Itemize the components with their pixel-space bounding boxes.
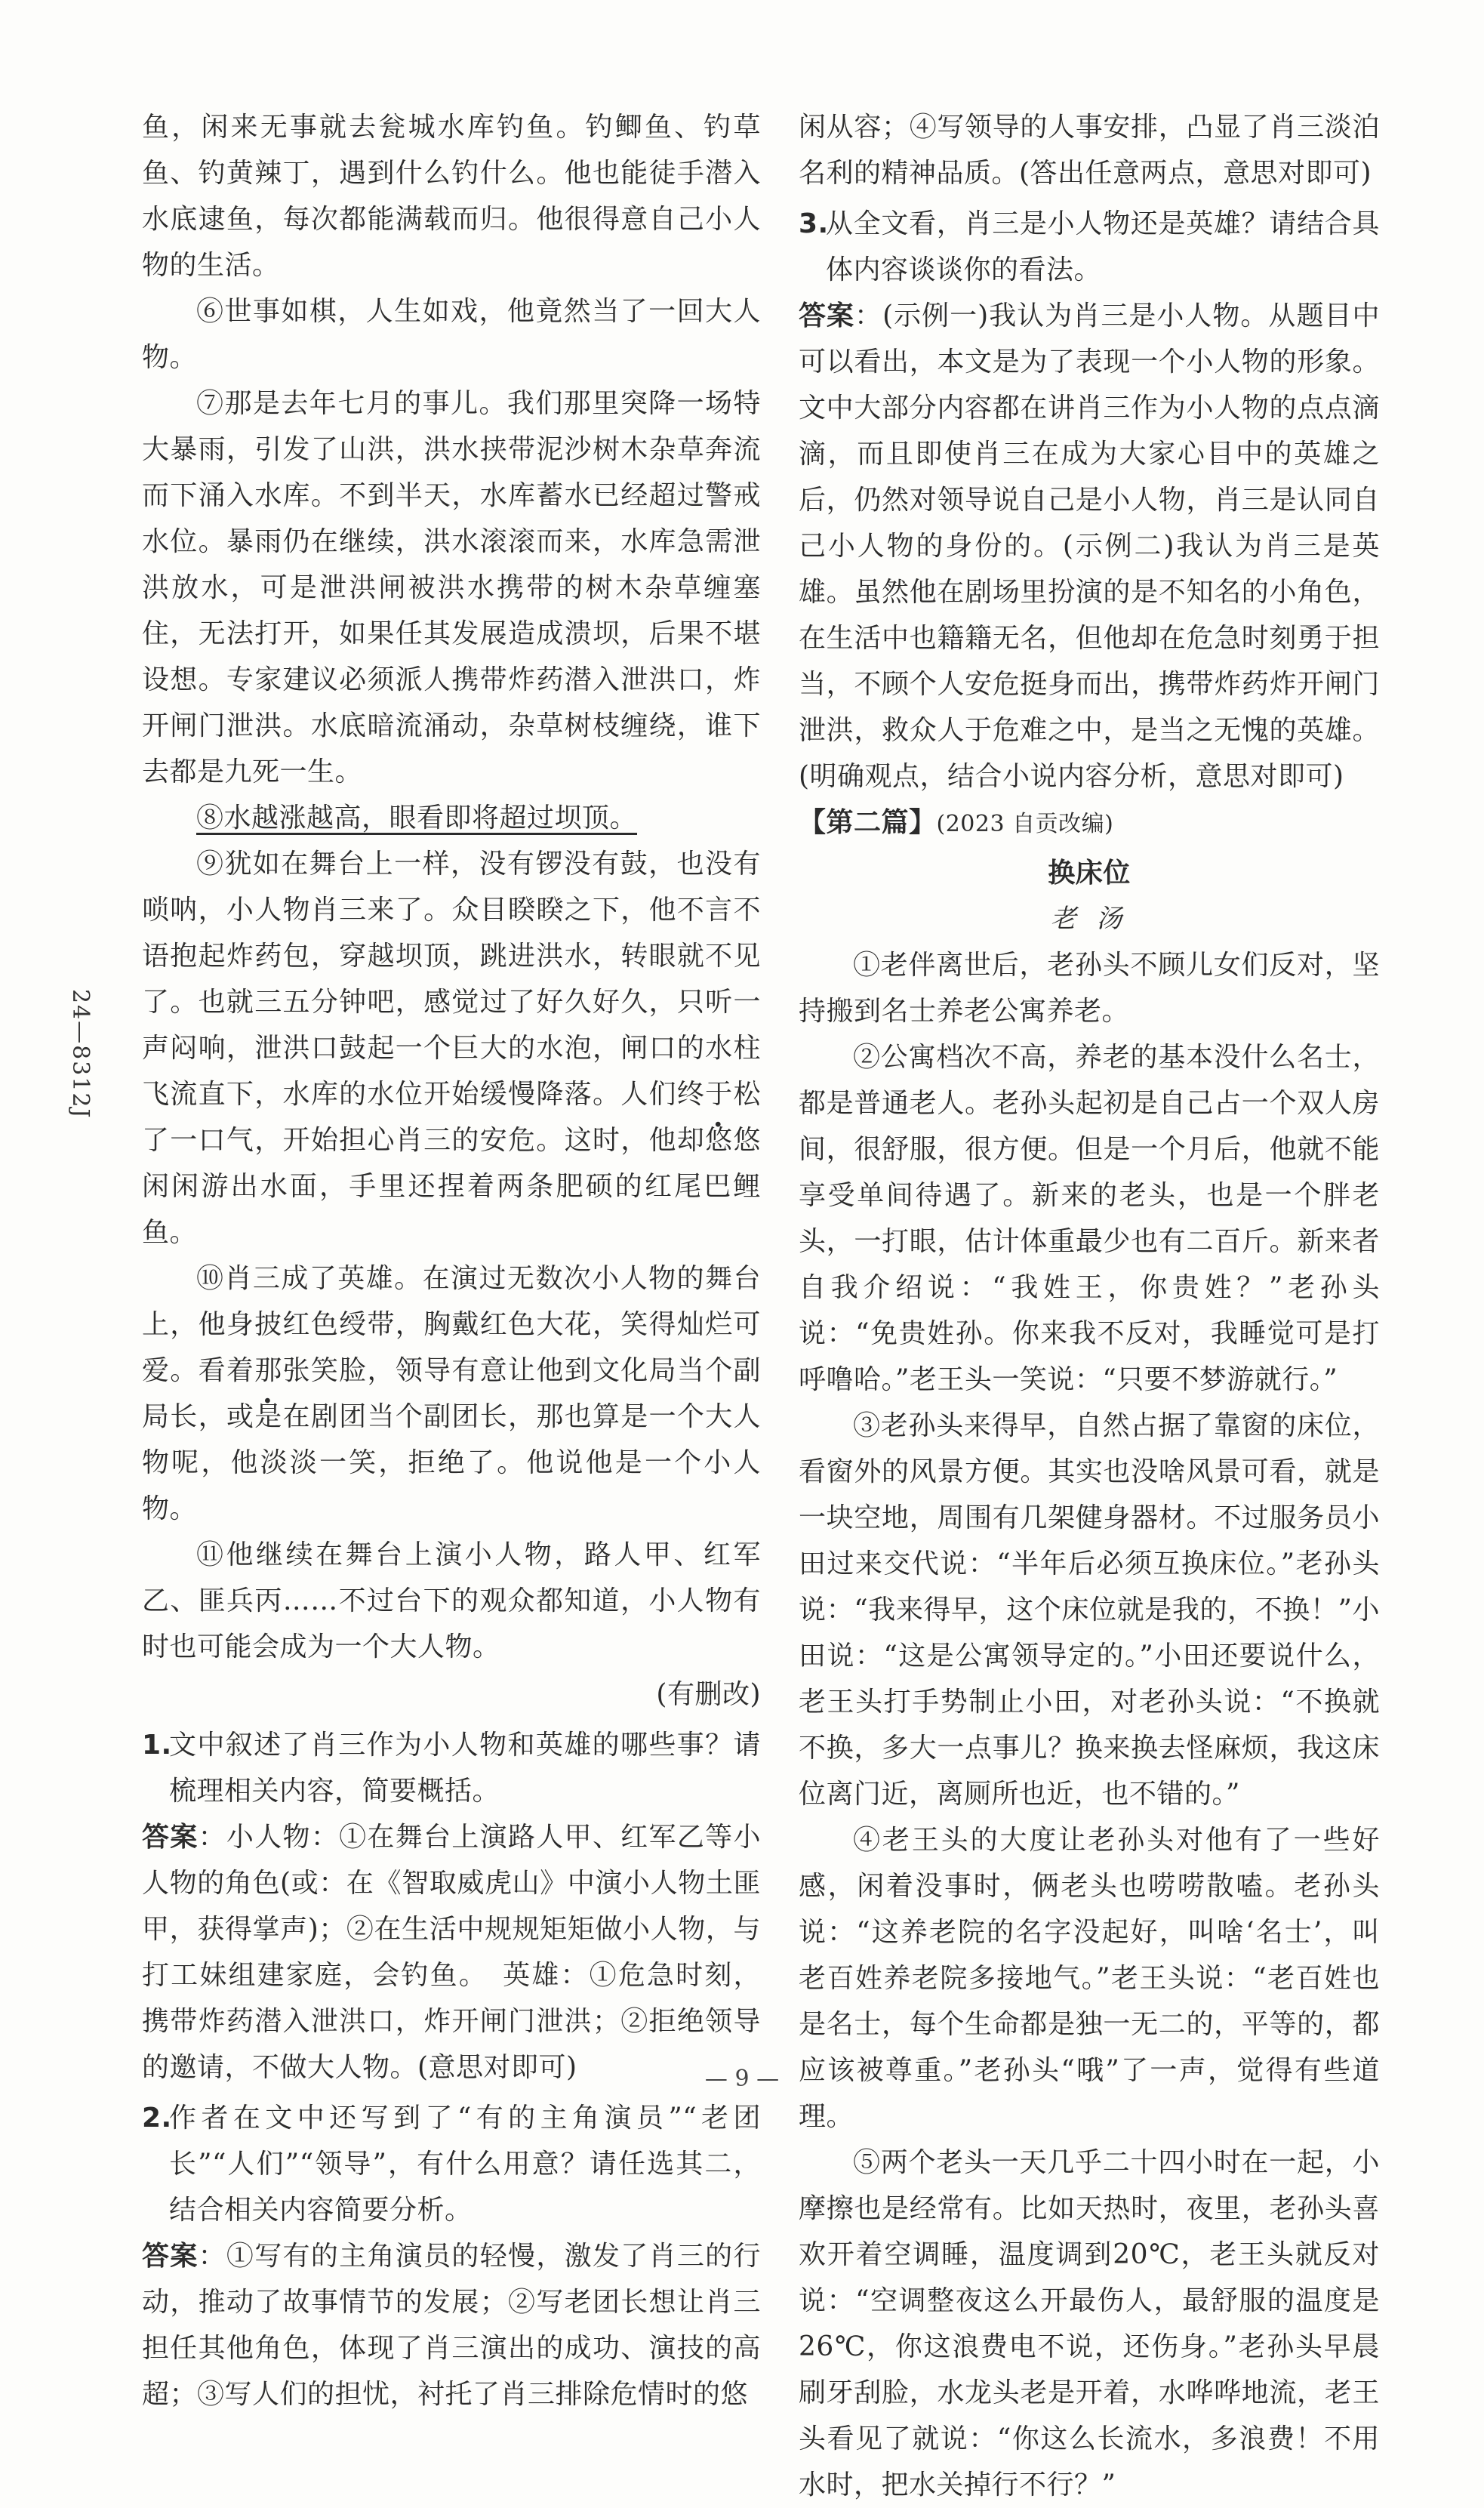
story-paragraph-1: ①老伴离世后，老孙头不顾儿女们反对，坚持搬到名士养老公寓养老。 xyxy=(799,950,1380,1027)
question-1 xyxy=(142,1722,761,1814)
question-text: 作者在文中还写到了“有的主角演员”“老团长”“人们”“领导”，有什么用意？请任选其二，结合相关内容简要分析。 xyxy=(169,2103,761,2226)
page-number: — 9 — xyxy=(704,2066,780,2092)
story-author: 老 汤 xyxy=(1050,904,1128,934)
source-note: (有删改) xyxy=(656,1679,761,1710)
answer-2-continued: 闲从容；④写领导的人事安排，凸显了肖三淡泊名利的精神品质。(答出任意两点，意思对即可) xyxy=(799,112,1380,189)
side-code: 24—8312J xyxy=(67,989,94,1120)
answer-1: 答案：小人物：①在舞台上演路人甲、红军乙等小人物的角色(或：在《智取威虎山》中演小人物土匪甲，获得掌声)；②在生活中规规矩矩做小人物，与打工妹组建家庭，会钓鱼。 英雄：①危急时刻，携带炸药潜入泄洪口，炸开闸门泄洪；②拒绝领导的邀请，不做大人物。(意思对即可) xyxy=(142,1822,761,2083)
paragraph-8 xyxy=(142,795,761,841)
paragraph-6: ⑥世事如棋，人生如戏，他竟然当了一回大人物。 xyxy=(142,296,761,373)
emphasis-dot-char: 却 xyxy=(676,1125,706,1156)
paragraph-9: ⑨犹如在舞台上一样，没有锣没有鼓，也没有唢呐，小人物肖三来了。众目睽睽之下，他不言不语抱起炸药包，穿越坝顶，跳进洪水，转眼就不见了。也就三五分钟吧，感觉过了好久好久，只听一声闷响，泄洪口鼓起一个巨大的水泡，闸口的水柱飞流直下，水库的水位开始缓慢降落。人们终于松了一口气，开始担心肖三的安危。这时，他却悠悠闲闲游出水面，手里还捏着两条肥硕的红尾巴鲤鱼。 xyxy=(142,849,761,1248)
question-3 xyxy=(799,201,1380,293)
story-paragraph-5: ⑤两个老头一天几乎二十四小时在一起，小摩擦也是经常有。比如天热时，夜里，老孙头喜欢开着空调睡，温度调到20℃，老王头就反对说：“空调整夜这么开最伤人，最舒服的温度是26℃，你这浪费电不说，还伤身。”老孙头早晨刷牙刮脸，水龙头老是开着，水哗哗地流，老王头看见了就说：“你这么长流水，多浪费！不用水时，把水关掉行不行？” xyxy=(799,2147,1380,2500)
paragraph-11: ⑪他继续在舞台上演小人物，路人甲、红军乙、匪兵丙……不过台下的观众都知道，小人物有时也可能会成为一个大人物。 xyxy=(142,1539,761,1662)
right-column xyxy=(799,104,1380,2508)
answer-label: 答案 xyxy=(142,1822,199,1853)
story-paragraph-2: ②公寓档次不高，养老的基本没什么名士，都是普通老人。老孙头起初是自己占一个双人房间，很舒服，很方便。但是一个月后，他就不能享受单间待遇了。新来的老头，也是一个胖老头，一打眼，估计体重最少也有二百斤。新来者自我介绍说：“我姓王，你贵姓？”老孙头说：“免贵姓孙。你来我不反对，我睡觉可是打呼噜哈。”老王头一笑说：“只要不梦游就行。” xyxy=(799,1042,1380,1395)
answer-label: 答案 xyxy=(142,2241,199,2272)
emphasis-dot-char: 或 xyxy=(226,1401,255,1432)
question-number: 2. xyxy=(142,2103,172,2134)
paragraph-7: ⑦那是去年七月的事儿。我们那里突降一场特大暴雨，引发了山洪，洪水挟带泥沙树木杂草奔流而下涌入水库。不到半天，水库蓄水已经超过警戒水位。暴雨仍在继续，洪水滚滚而来，水库急需泄洪放水，可是泄洪闸被洪水携带的树木杂草缠塞住，无法打开，如果任其发展造成溃坝，后果不堪设想。专家建议必须派人携带炸药潜入泄洪口，炸开闸门泄洪。水底暗流涌动，杂草树枝缠绕，谁下去都是九死一生。 xyxy=(142,388,761,787)
paragraph-5-continued: 鱼，闲来无事就去瓮城水库钓鱼。钓鲫鱼、钓草鱼、钓黄辣丁，遇到什么钓什么。他也能徒手潜入水底逮鱼，每次都能满载而归。他很得意自己小人物的生活。 xyxy=(142,112,761,281)
question-2 xyxy=(142,2095,761,2233)
answer-label: 答案 xyxy=(799,300,855,331)
story-title: 换床位 xyxy=(1048,858,1131,889)
section-source: (2023 自贡改编) xyxy=(936,811,1114,837)
answer-2: 答案：①写有的主角演员的轻慢，激发了肖三的行动，推动了故事情节的发展；②写老团长想让肖三担任其他角色，体现了肖三演出的成功、演技的高超；③写人们的担忧，衬托了肖三排除危情时的悠 xyxy=(142,2241,761,2410)
question-text: 文中叙述了肖三作为小人物和英雄的哪些事？请梳理相关内容，简要概括。 xyxy=(169,1730,761,1807)
story-paragraph-4: ④老王头的大度让老孙头对他有了一些好感，闲着没事时，俩老头也唠唠散嗑。老孙头说：“这养老院的名字没起好，叫啥‘名士’，叫老百姓养老院多接地气。”老王头说：“老百姓也是名士，每个生命都是独一无二的，平等的，都应该被尊重。”老孙头“哦”了一声，觉得有些道理。 xyxy=(799,1825,1380,2132)
section-title: 【第二篇】 xyxy=(799,807,937,838)
question-number: 1. xyxy=(142,1730,172,1761)
answer-3: 答案：(示例一)我认为肖三是小人物。从题目中可以看出，本文是为了表现一个小人物的形象。文中大部分内容都在讲肖三作为小人物的点点滴滴，而且即使肖三在成为大家心目中的英雄之后，仍然对领导说自己是小人物，肖三是认同自己小人物的身份的。(示例二)我认为肖三是英雄。虽然他在剧场里扮演的是不知名的小角色，在生活中也籍籍无名，但他却在危急时刻勇于担当，不顾个人安危挺身而出，携带炸药炸开闸门泄洪，救众人于危难之中，是当之无愧的英雄。(明确观点，结合小说内容分析，意思对即可) xyxy=(799,300,1380,792)
question-number: 3. xyxy=(799,208,829,239)
question-text: 从全文看，肖三是小人物还是英雄？请结合具体内容谈谈你的看法。 xyxy=(826,208,1380,285)
story-paragraph-3: ③老孙头来得早，自然占据了靠窗的床位，看窗外的风景方便。其实也没啥风景可看，就是一块空地，周围有几架健身器材。不过服务员小田过来交代说：“半年后必须互换床位。”老孙头说：“我来得早，这个床位就是我的，不换！”小田说：“这是公寓领导定的。”小田还要说什么，老王头打手势制止小田，对老孙头说：“不换就不换，多大一点事儿？换来换去怪麻烦，我这床位离门近，离厕所也近，也不错的。” xyxy=(799,1410,1380,1810)
section-heading xyxy=(799,800,1380,847)
paragraph-10: ⑩肖三成了英雄。在演过无数次小人物的舞台上，他身披红色绶带，胸戴红色大花，笑得灿烂可爱。看着那张笑脸，领导有意让他到文化局当个副局长，或是在剧团当个副团长，那也算是一个大人物呢，他淡淡一笑，拒绝了。他说他是一个小人物。 xyxy=(142,1263,761,1524)
underlined-sentence: ⑧水越涨越高，眼看即将超过坝顶。 xyxy=(196,803,638,833)
